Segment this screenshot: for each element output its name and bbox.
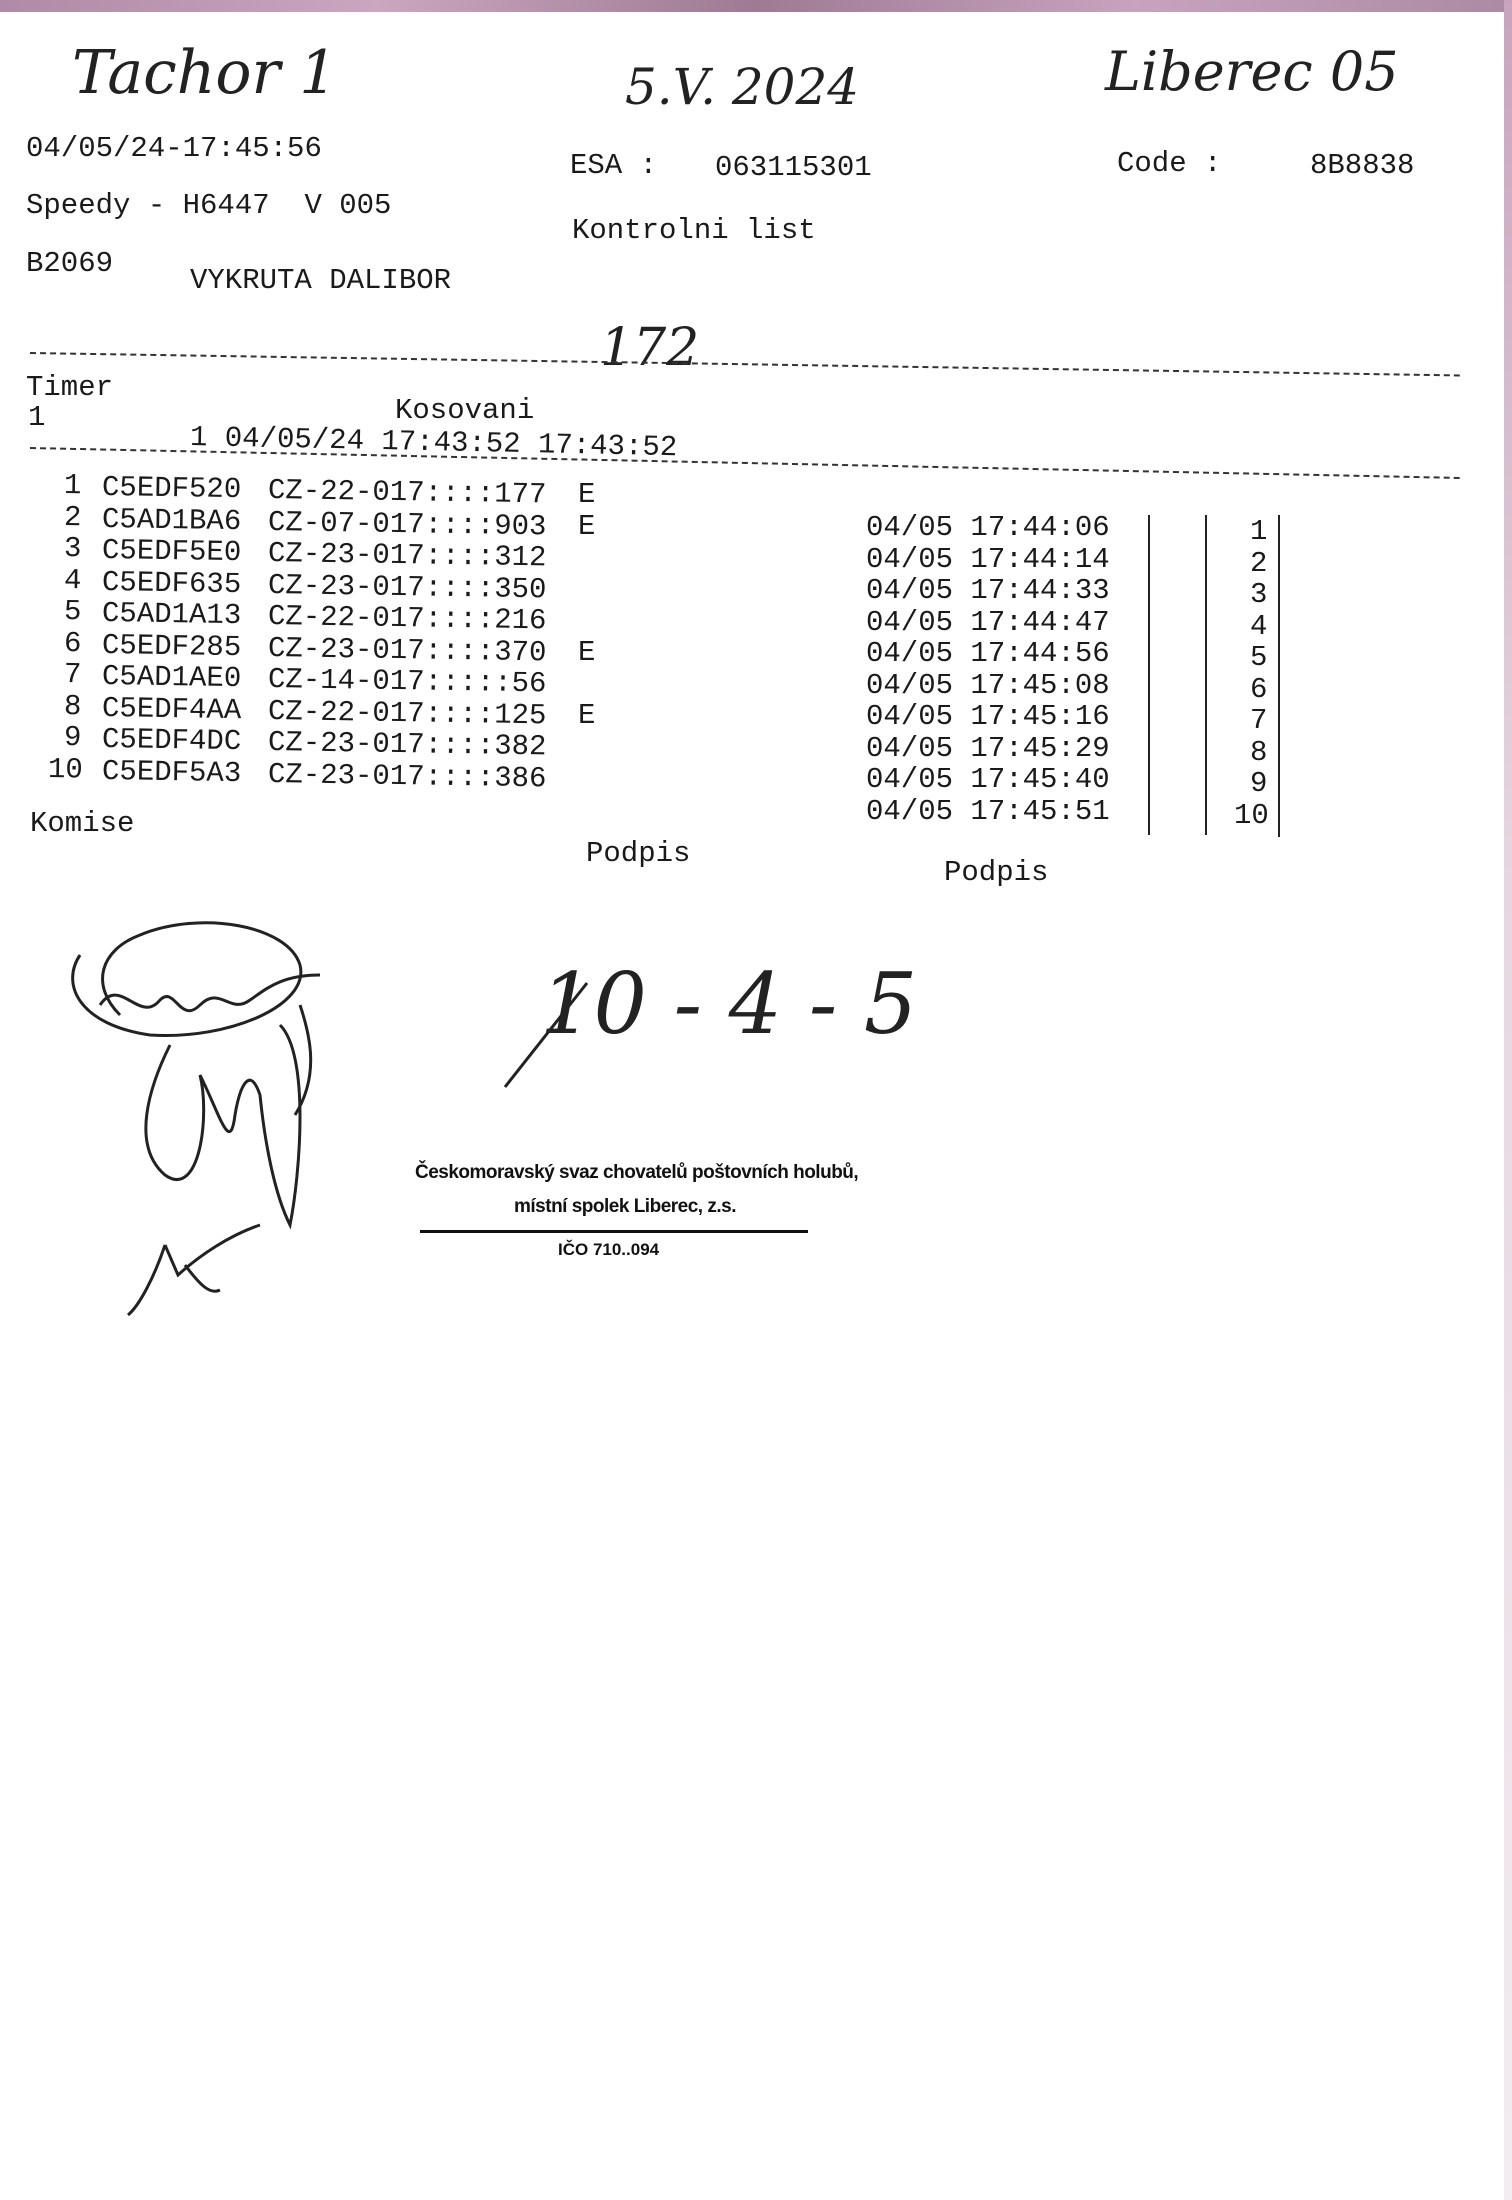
owner-id: B2069 — [26, 247, 114, 280]
entry-ring-number: CZ-07-017::::903 — [267, 505, 547, 543]
esa-label: ESA : — [570, 149, 658, 182]
separator-line — [30, 352, 1460, 376]
signature-label-1: Podpis — [586, 837, 691, 870]
entry-arrival-time: 04/05 17:44:47 — [866, 605, 1110, 639]
commission-label: Komise — [30, 807, 135, 840]
timer-row: 1 04/05/24 17:43:52 17:43:52 — [189, 421, 678, 465]
entry-number: 2 — [63, 500, 82, 534]
entry-arrival-time: 04/05 17:45:40 — [866, 763, 1110, 796]
stamp-rule — [420, 1230, 808, 1233]
entry-arrival-time: 04/05 17:45:29 — [866, 731, 1110, 765]
entry-chip-id: C5EDF4DC — [101, 723, 242, 759]
esa-value: 063115301 — [715, 151, 872, 184]
owner-name: VYKRUTA DALIBOR — [190, 264, 452, 297]
entry-position: 3 — [1250, 578, 1268, 611]
entry-number: 5 — [63, 595, 82, 629]
entry-position: 2 — [1250, 546, 1268, 580]
entry-number: 1 — [63, 469, 82, 503]
entry-number: 7 — [63, 658, 82, 692]
handwritten-score: 10 - 4 - 5 — [540, 955, 918, 1053]
device-info: Speedy - H6447 V 005 — [26, 189, 392, 222]
entry-ring-number: CZ-22-017::::216 — [267, 600, 547, 638]
entry-arrival-time: 04/05 17:45:51 — [866, 794, 1110, 828]
timer-label: Timer — [26, 371, 114, 404]
entry-number: 3 — [63, 532, 82, 566]
entry-ring-number: CZ-14-017:::::56 — [267, 663, 547, 701]
entry-position: 10 — [1234, 798, 1269, 832]
entry-arrival-time: 04/05 17:44:33 — [866, 574, 1110, 607]
event-name: Kosovani — [395, 394, 535, 427]
handwritten-date: 5.V. 2024 — [625, 58, 860, 116]
entry-ring-number: CZ-22-017::::125 — [267, 694, 547, 732]
handwritten-club: Liberec 05 — [1105, 40, 1399, 103]
entry-flag: E — [578, 478, 596, 511]
entry-position: 4 — [1250, 609, 1268, 643]
entry-position: 6 — [1250, 672, 1268, 706]
entry-arrival-time: 04/05 17:44:14 — [866, 542, 1110, 576]
entry-chip-id: C5EDF4AA — [101, 691, 242, 727]
entry-flag: E — [578, 698, 596, 732]
entry-arrival-time: 04/05 17:45:08 — [866, 668, 1110, 702]
entry-arrival-time: 04/05 17:44:56 — [866, 637, 1110, 670]
entry-position: 8 — [1250, 735, 1268, 769]
entry-ring-number: CZ-23-017::::350 — [267, 568, 547, 606]
entry-ring-number: CZ-23-017::::386 — [267, 757, 547, 795]
entry-number: 8 — [63, 689, 82, 723]
handwritten-location: Tachor 1 — [72, 38, 338, 108]
entry-chip-id: C5EDF635 — [101, 565, 242, 601]
entry-position: 1 — [1250, 515, 1268, 548]
score-stroke — [495, 975, 595, 1095]
handwritten-number: 172 — [600, 318, 700, 378]
column-divider — [1278, 515, 1280, 837]
entry-number: 6 — [63, 626, 82, 660]
background-edge-right — [1504, 0, 1512, 2200]
entry-chip-id: C5EDF5A3 — [101, 754, 242, 790]
entry-position: 7 — [1250, 704, 1268, 737]
background-edge-top — [0, 0, 1512, 12]
entry-chip-id: C5AD1BA6 — [101, 502, 242, 538]
stamp-line-1: Českomoravský svaz chovatelů poštovních holubů, — [415, 1162, 859, 1183]
signature-label-2: Podpis — [944, 856, 1049, 889]
print-datetime: 04/05/24-17:45:56 — [26, 132, 322, 165]
entry-position: 5 — [1250, 641, 1268, 674]
entry-ring-number: CZ-23-017::::382 — [267, 726, 547, 764]
entry-number: 4 — [63, 563, 82, 597]
column-divider — [1148, 515, 1150, 835]
entry-chip-id: C5AD1A13 — [101, 597, 242, 633]
entry-flag: E — [578, 635, 596, 669]
entry-ring-number: CZ-23-017::::370 — [267, 631, 547, 669]
timer-number: 1 — [28, 401, 46, 434]
entry-ring-number: CZ-23-017::::312 — [267, 537, 547, 575]
entry-position: 9 — [1250, 767, 1268, 800]
entry-chip-id: C5EDF285 — [101, 628, 242, 664]
entry-chip-id: C5AD1AE0 — [101, 660, 242, 696]
document-title: Kontrolni list — [572, 214, 816, 247]
entry-number: 10 — [47, 752, 84, 787]
entry-ring-number: CZ-22-017::::177 — [267, 474, 547, 512]
entry-number: 9 — [63, 721, 82, 755]
code-value: 8B8838 — [1310, 149, 1415, 182]
stamp-line-3: IČO 710..094 — [558, 1240, 660, 1259]
entry-flag: E — [578, 509, 596, 543]
code-label: Code : — [1117, 147, 1222, 180]
entry-chip-id: C5EDF5E0 — [101, 534, 242, 570]
entry-arrival-time: 04/05 17:45:16 — [866, 700, 1110, 733]
entry-chip-id: C5EDF520 — [101, 471, 242, 507]
column-divider — [1205, 515, 1207, 835]
commission-signature — [60, 915, 380, 1345]
stamp-line-2: místní spolek Liberec, z.s. — [514, 1196, 736, 1217]
entry-arrival-time: 04/05 17:44:06 — [866, 511, 1110, 544]
